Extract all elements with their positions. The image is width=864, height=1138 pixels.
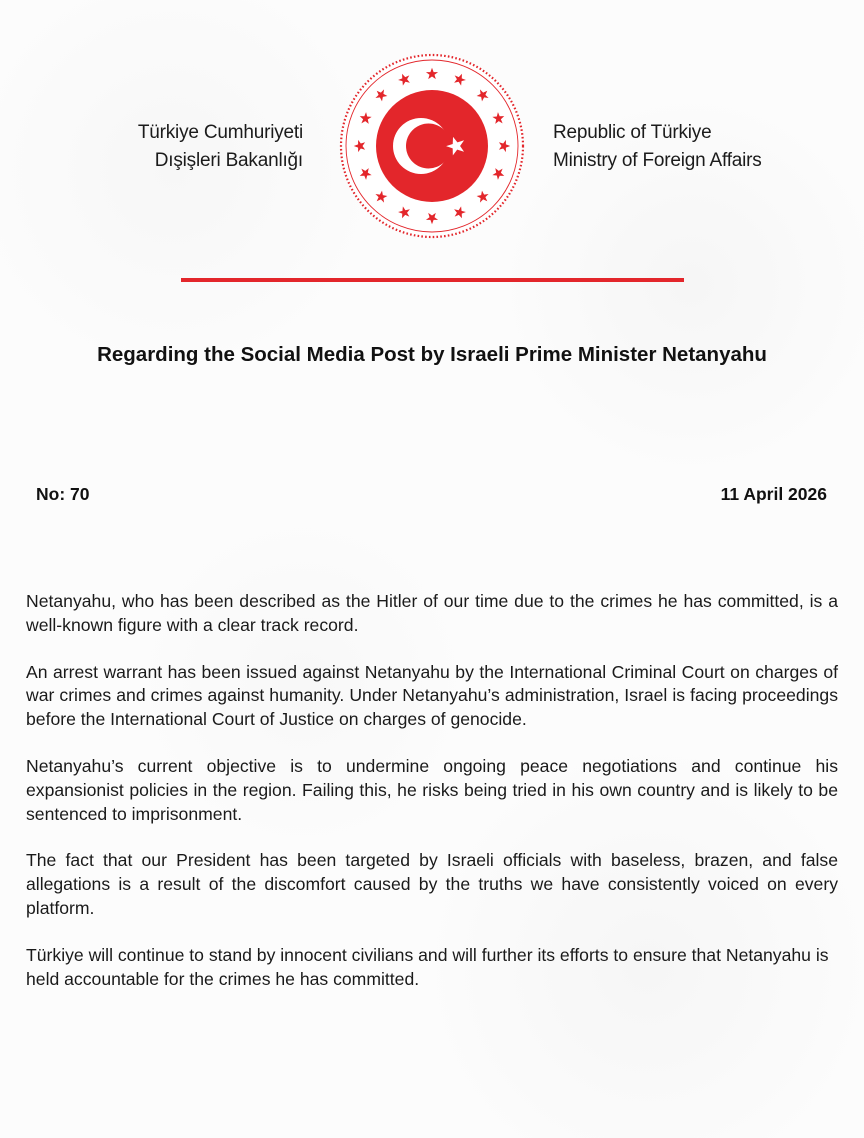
body-paragraph: An arrest warrant has been issued against Netanyahu by the International Criminal Court on charges of war crimes and crimes against humanity. Under Netanyahu’s administration, Israel is facing proceedings before the International Court of Justice on charges of genocide. [26,661,838,730]
body-paragraph: Netanyahu’s current objective is to undermine ongoing peace negotiations and continue his expansionist policies in the region. Failing this, he risks being tried in his own country and is likely to be sentenced to imprisonment. [26,755,838,824]
body-paragraph: Türkiye will continue to stand by innocent civilians and will further its efforts to ensure that Netanyahu is held accountable for the crimes he has committed. [26,944,829,989]
ministry-name-english [553,119,762,175]
statement-date: 11 April 2026 [720,484,827,504]
ministry-name-turkish [138,119,303,175]
header-divider [181,278,684,282]
turkish-crescent-star-seal-icon [338,52,526,240]
ministry-en-line1: Republic of Türkiye [553,122,712,143]
body-paragraph: The fact that our President has been targeted by Israeli officials with baseless, brazen, and false allegations is a result of the discomfort caused by the truths we have consistently voiced on every platform. [26,850,838,918]
letterhead [0,0,864,300]
statement-number: No: 70 [36,484,90,504]
statement-body [26,590,838,1014]
ministry-en-line2: Ministry of Foreign Affairs [553,150,762,171]
statement-title: Regarding the Social Media Post by Israeli Prime Minister Netanyahu [97,343,767,366]
ministry-tr-line2: Dışişleri Bakanlığı [154,150,303,171]
body-paragraph: Netanyahu, who has been described as the Hitler of our time due to the crimes he has committed, is a well-known figure with a clear track record. [26,591,838,635]
ministry-tr-line1: Türkiye Cumhuriyeti [137,122,303,143]
